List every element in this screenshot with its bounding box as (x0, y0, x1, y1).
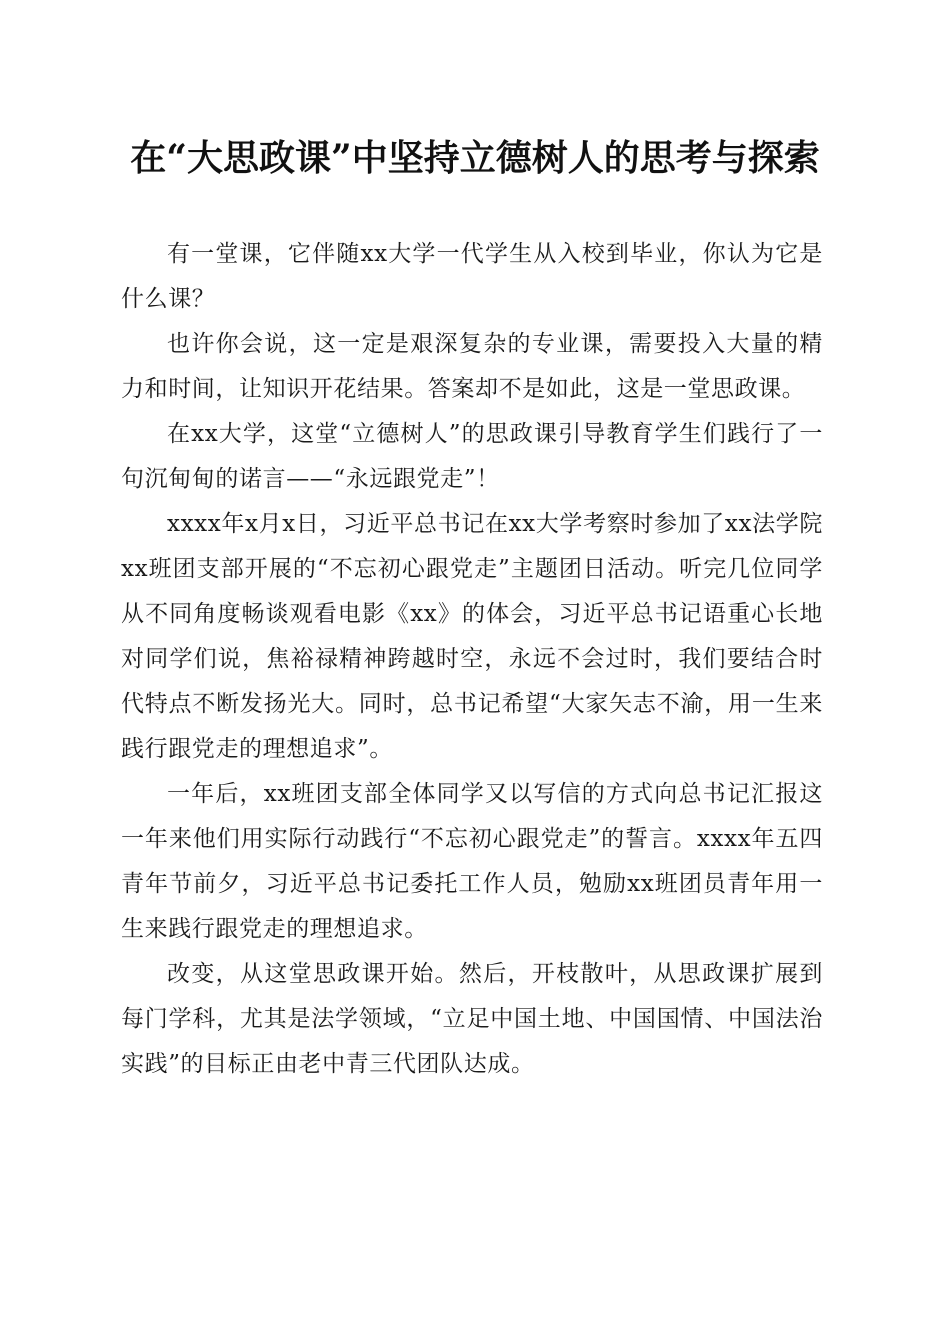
paragraph-1: 有一堂课，它伴随xx大学一代学生从入校到毕业，你认为它是什么课？ (121, 241, 823, 312)
paragraph-5: 一年后，xx班团支部全体同学又以写信的方式向总书记汇报这一年来他们用实际行动践行“不忘初心跟党走”的誓言。xxxx年五四青年节前夕，习近平总书记委托工作人员，勉励xx班团员青年用一生来践行跟党走的理想追求。 (121, 781, 823, 942)
paragraph-4: xxxx年x月x日，习近平总书记在xx大学考察时参加了xx法学院xx班团支部开展的“不忘初心跟党走”主题团日活动。听完几位同学从不同角度畅谈观看电影《xx》的体会，习近平总书记语重心长地对同学们说，焦裕禄精神跨越时空，永远不会过时，我们要结合时代特点不断发扬光大。同时，总书记希望“大家矢志不渝，用一生来践行跟党走的理想追求”。 (121, 511, 823, 762)
paragraph-2: 也许你会说，这一定是艰深复杂的专业课，需要投入大量的精力和时间，让知识开花结果。答案却不是如此，这是一堂思政课。 (121, 331, 823, 402)
paragraph-3: 在xx大学，这堂“立德树人”的思政课引导教育学生们践行了一句沉甸甸的诺言——“永远跟党走”！ (121, 421, 823, 492)
document-body (121, 232, 823, 1087)
document-title: 在“大思政课”中坚持立德树人的思考与探索 (130, 137, 820, 179)
paragraph-6: 改变，从这堂思政课开始。然后，开枝散叶，从思政课扩展到每门学科，尤其是法学领域，“立足中国土地、中国国情、中国法治实践”的目标正由老中青三代团队达成。 (121, 961, 823, 1077)
